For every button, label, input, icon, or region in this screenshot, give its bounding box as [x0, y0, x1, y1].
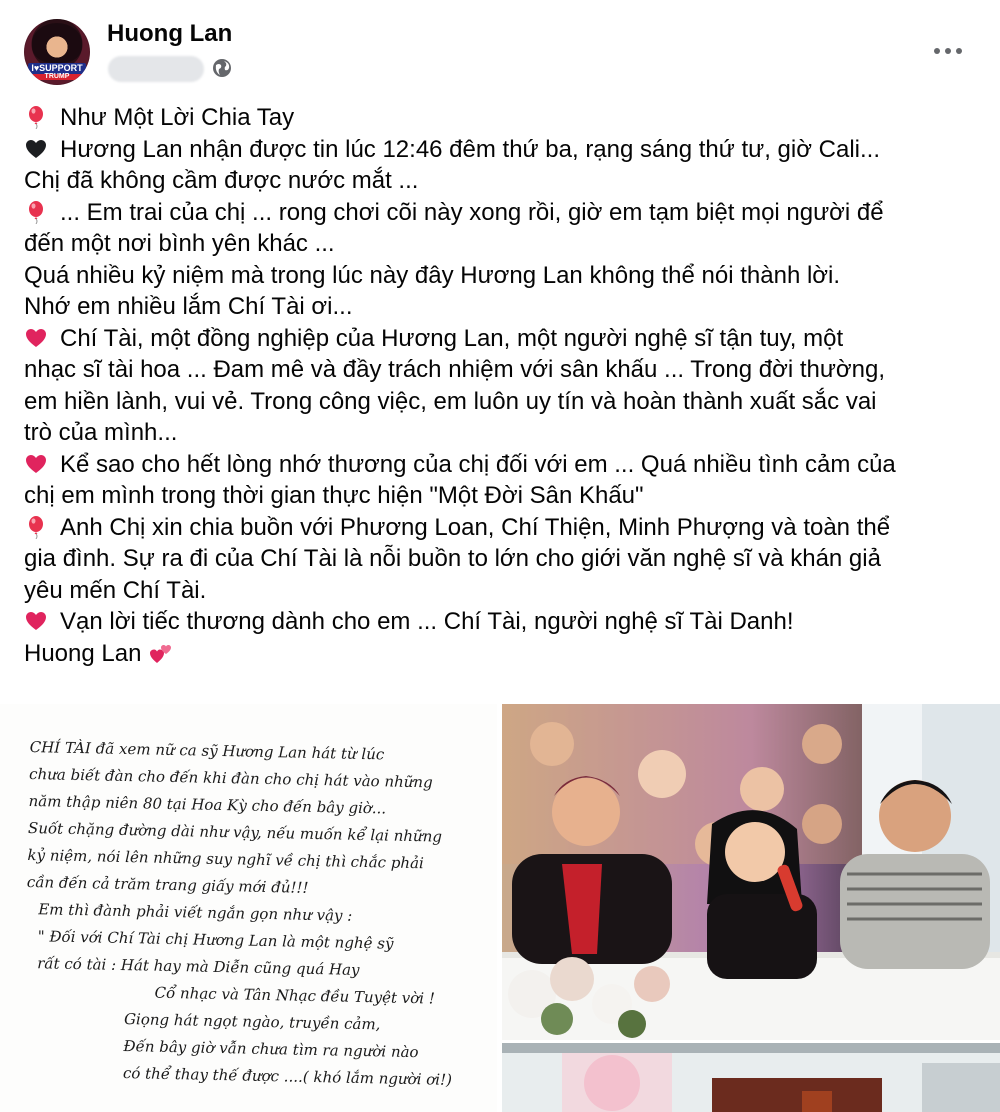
red-heart-icon — [24, 609, 48, 633]
post-line-text: Huong Lan — [24, 639, 142, 667]
post-header — [0, 0, 1000, 100]
handwritten-line: năm thập niên 80 tại Hoa Kỳ cho đến bây giờ... — [28, 791, 387, 818]
post-line-text: đến một nơi bình yên khác ... — [24, 230, 335, 257]
globe-icon[interactable] — [212, 58, 232, 78]
handwritten-line: chưa biết đàn cho đến khi đàn cho chị hát vào những — [28, 764, 433, 792]
balloon-icon — [24, 515, 48, 539]
author-avatar[interactable] — [24, 19, 90, 85]
post-line — [24, 165, 990, 197]
author-name[interactable]: Huong Lan — [107, 20, 233, 47]
avatar-portrait — [32, 23, 82, 63]
press-conference-photo[interactable] — [502, 704, 1000, 1040]
dot-icon — [956, 48, 962, 54]
event-photo-partial[interactable] — [502, 1043, 1000, 1112]
post-line-text: yêu mến Chí Tài. — [24, 576, 207, 604]
post-line-text: Vạn lời tiếc thương dành cho em ... Chí Tài, người nghệ sĩ Tài Danh! — [60, 608, 794, 635]
post-line-text: trò của mình... — [24, 419, 178, 446]
handwritten-note-text — [23, 734, 490, 1095]
post-line — [24, 228, 990, 260]
post-line-text: Anh Chị xin chia buồn với Phương Loan, Chí Thiện, Minh Phượng và toàn thể — [60, 513, 891, 541]
post-line — [24, 575, 990, 607]
two-hearts-icon — [149, 641, 173, 665]
avatar-badge-text: I♥SUPPORT — [31, 63, 83, 73]
post-line — [24, 512, 990, 544]
handwritten-line: CHÍ TÀI đã xem nữ ca sỹ Hương Lan hát từ lúc — [29, 737, 385, 764]
avatar-badge-subtext: TRUMP — [28, 74, 86, 80]
balloon-icon — [24, 105, 48, 129]
event-photo-illustration — [502, 1043, 1000, 1112]
post-line-text: Chí Tài, một đồng nghiệp của Hương Lan, một người nghệ sĩ tận tuy, một — [60, 324, 844, 352]
post-line-text: Chị đã không cầm được nước mắt ... — [24, 167, 419, 194]
post-line — [24, 638, 990, 670]
post-line — [24, 291, 990, 323]
dot-icon — [934, 48, 940, 54]
handwritten-line: cần đến cả trăm trang giấy mới đủ!!! — [26, 872, 309, 897]
post-line — [24, 102, 990, 134]
post-message — [24, 102, 990, 669]
timestamp-blurred[interactable] — [108, 56, 204, 82]
post-line — [24, 480, 990, 512]
post-line-text: ... Em trai của chị ... rong chơi cõi này xong rồi, giờ em tạm biệt mọi người để — [60, 198, 884, 226]
handwritten-line: Cổ nhạc và Tân Nhạc đều Tuyệt vời ! — [154, 983, 436, 1008]
dot-icon — [945, 48, 951, 54]
post-line-text: gia đình. Sự ra đi của Chí Tài là nỗi buồn to lớn cho giới văn nghệ sĩ và khán giả — [24, 545, 881, 572]
post-line-text: Hương Lan nhận được tin lúc 12:46 đêm thứ ba, rạng sáng thứ tư, giờ Cali... — [60, 135, 880, 163]
handwritten-line: rất có tài : Hát hay mà Diễn cũng quá Hay — [37, 954, 360, 979]
post-line — [24, 260, 990, 292]
handwritten-line: có thể thay thế được ....( khó lắm người ơi!) — [122, 1064, 453, 1089]
post-line-text: Quá nhiều kỷ niệm mà trong lúc này đây Hương Lan không thể nói thành lời. — [24, 261, 841, 289]
red-heart-icon — [24, 452, 48, 476]
post-line — [24, 197, 990, 229]
handwritten-line: Em thì đành phải viết ngắn gọn như vậy : — [38, 900, 353, 925]
post-line-text: Nhớ em nhiều lắm Chí Tài ơi... — [24, 293, 353, 320]
black-heart-icon — [24, 137, 48, 161]
post-line — [24, 606, 990, 638]
post-line — [24, 386, 990, 418]
handwritten-line: " Đối với Chí Tài chị Hương Lan là một nghệ sỹ — [37, 927, 394, 953]
avatar-support-badge — [28, 63, 86, 79]
post-line — [24, 323, 990, 355]
post-line — [24, 354, 990, 386]
handwritten-line: Suốt chặng đường dài như vậy, nếu muốn kể lại những — [27, 818, 443, 846]
post-line — [24, 449, 990, 481]
handwritten-line: kỷ niệm, nói lên những suy nghĩ về chị thì chắc phải — [27, 845, 424, 873]
balloon-icon — [24, 200, 48, 224]
handwritten-note-image[interactable] — [0, 704, 497, 1112]
post-line — [24, 543, 990, 575]
post-line — [24, 134, 990, 166]
more-options-button[interactable] — [926, 36, 970, 66]
post-line-text: em hiền lành, vui vẻ. Trong công việc, em luôn uy tín và hoàn thành xuất sắc vai — [24, 387, 877, 415]
press-photo-illustration — [502, 704, 1000, 1040]
post-line — [24, 417, 990, 449]
post-line-text: nhạc sĩ tài hoa ... Đam mê và đầy trách nhiệm với sân khấu ... Trong đời thường, — [24, 356, 886, 383]
post-line-text: Kể sao cho hết lòng nhớ thương của chị đối với em ... Quá nhiều tình cảm của — [60, 450, 896, 478]
post-line-text: Như Một Lời Chia Tay — [60, 104, 295, 131]
handwritten-line: Giọng hát ngọt ngào, truyền cảm, — [123, 1010, 381, 1034]
red-heart-icon — [24, 326, 48, 350]
handwritten-line: Đến bây giờ vẫn chưa tìm ra người nào — [123, 1037, 419, 1062]
post-line-text: chị em mình trong thời gian thực hiện "Một Đời Sân Khấu" — [24, 482, 644, 509]
